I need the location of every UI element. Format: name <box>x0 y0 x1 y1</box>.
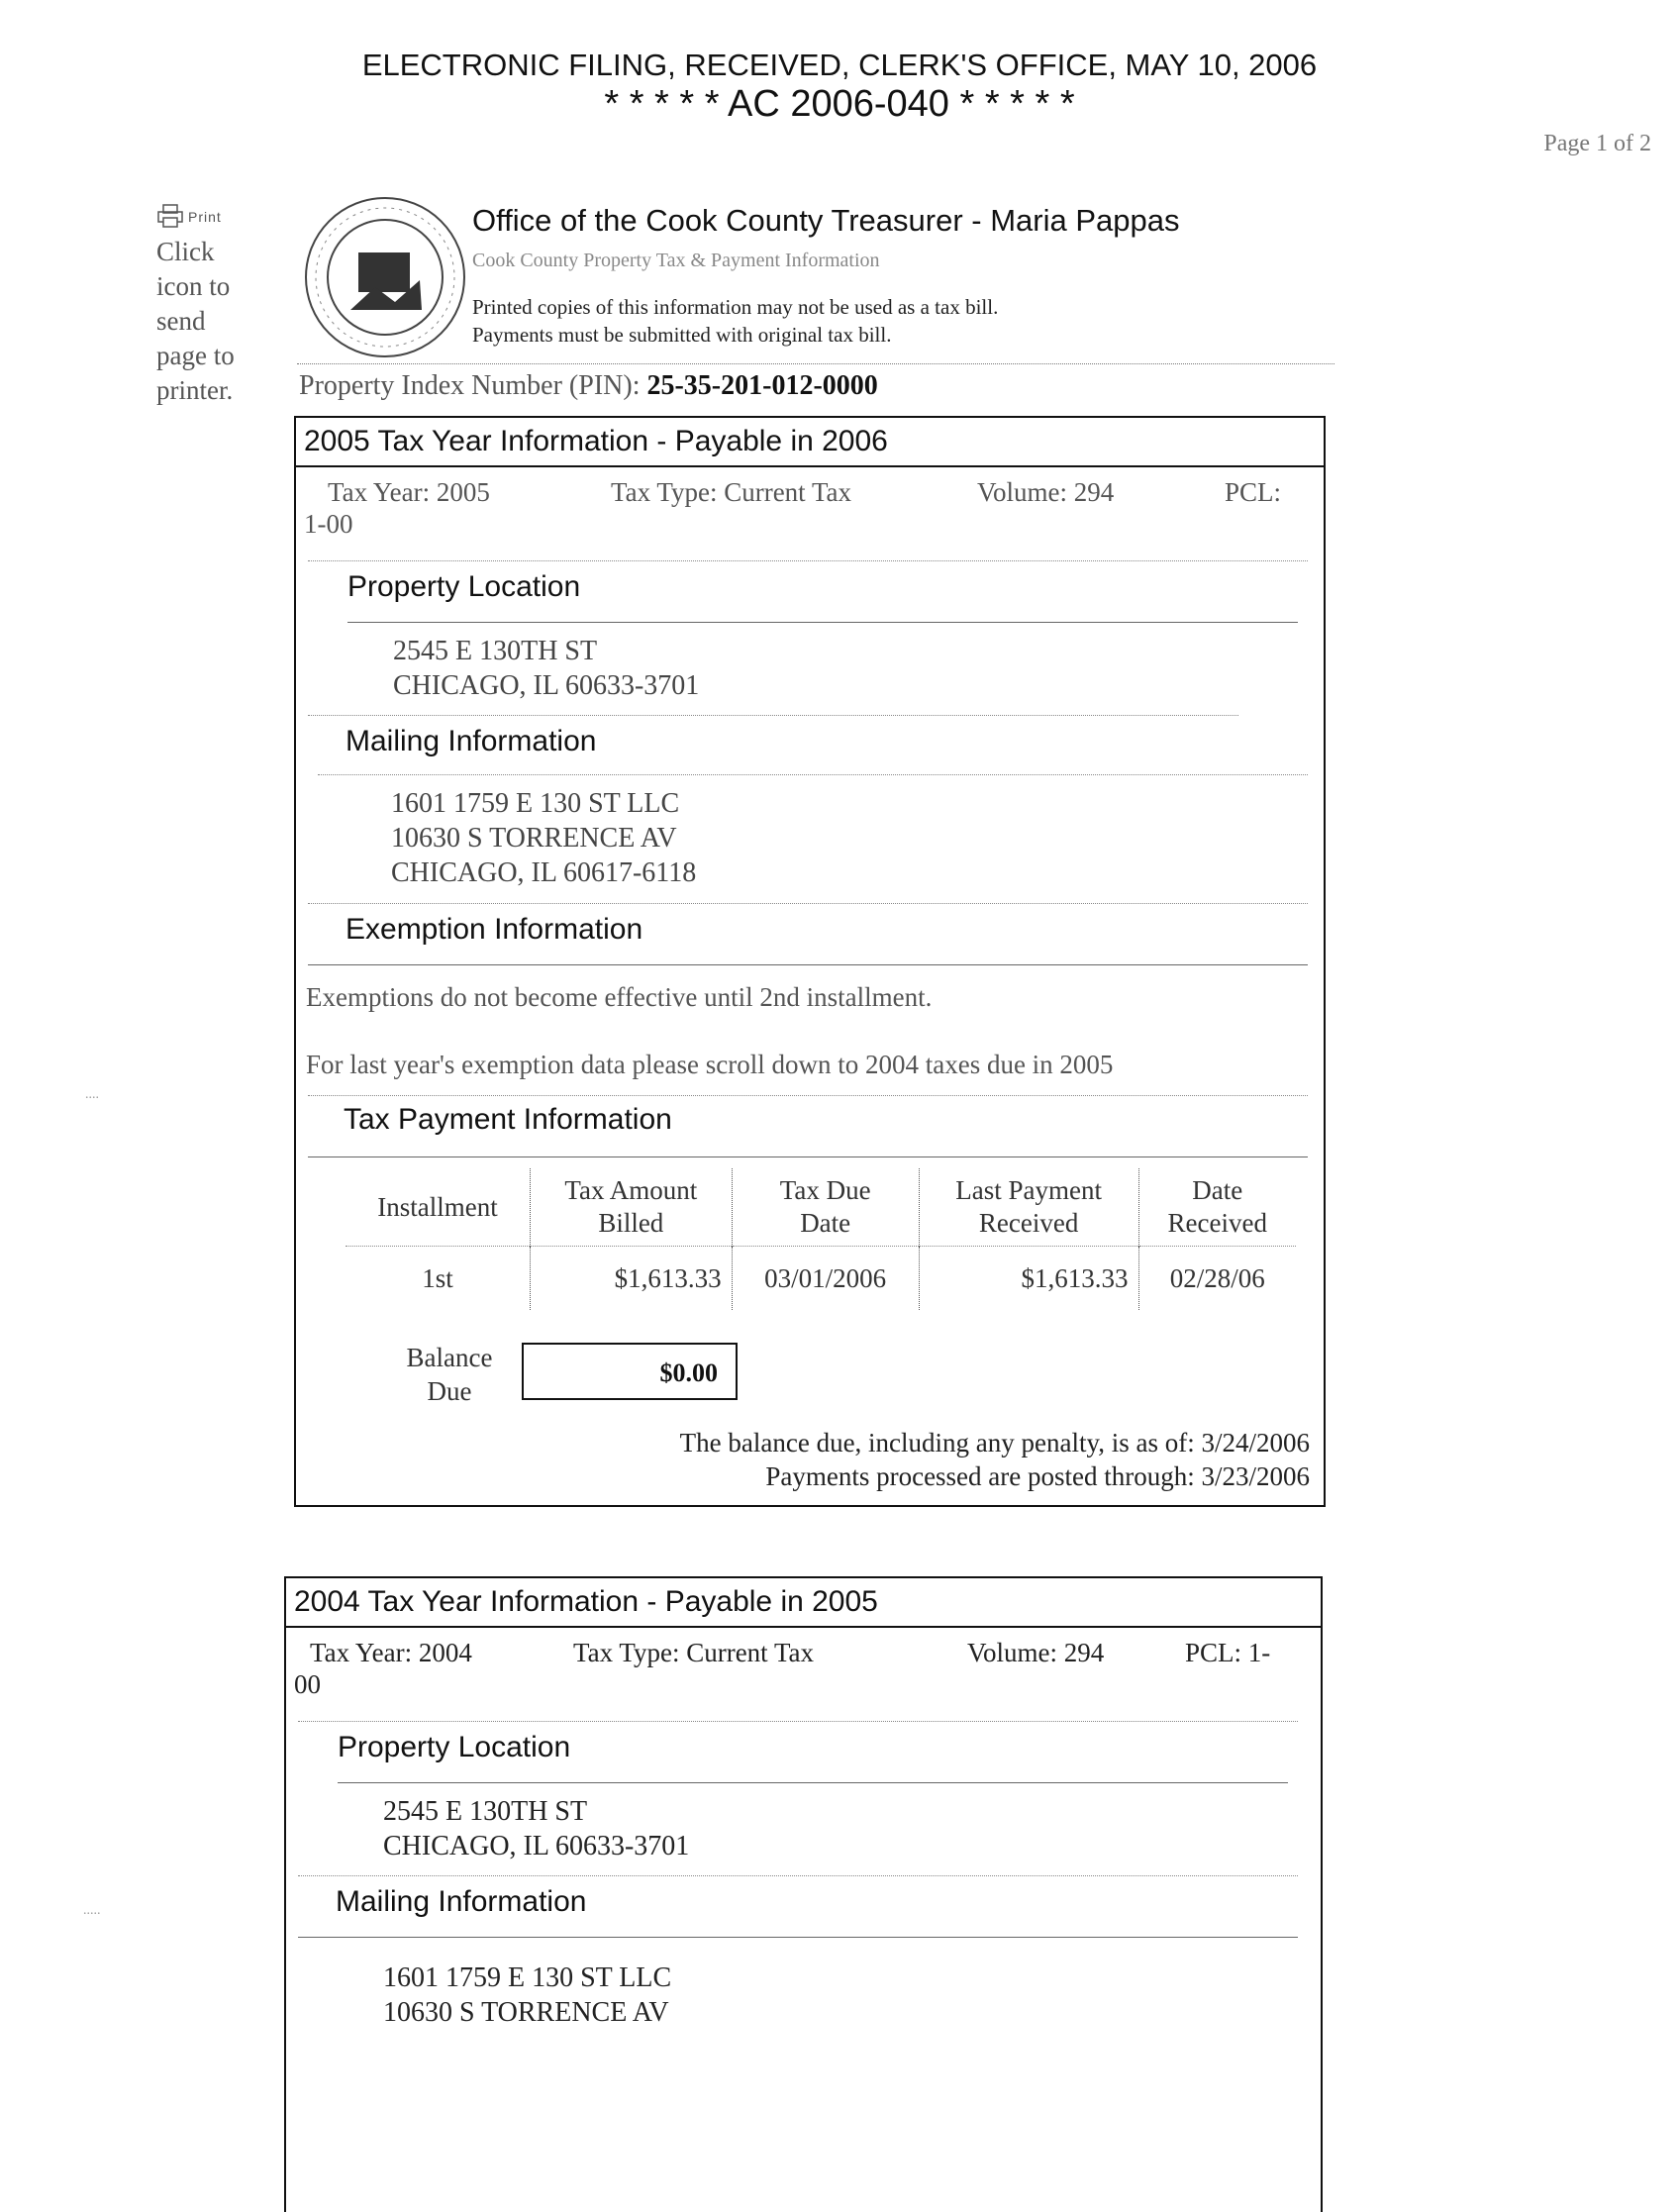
table-row <box>346 1247 1296 1311</box>
exemption-information-heading: Exemption Information <box>346 913 643 946</box>
office-note-line: Printed copies of this information may not be used as a tax bill. <box>472 295 999 319</box>
tax-payment-information-heading: Tax Payment Information <box>344 1103 672 1136</box>
volume-field: Volume: 294 <box>977 477 1115 507</box>
pcl-field: PCL: <box>1225 477 1282 507</box>
divider <box>308 1095 1308 1096</box>
divider <box>338 1782 1288 1783</box>
tax-year-2004-panel <box>284 1576 1323 2212</box>
tax-year-field: Tax Year: 2004 <box>310 1638 472 1667</box>
column-header-last-payment-received: Last Payment Received <box>919 1168 1138 1247</box>
print-icon-label[interactable]: Print <box>188 209 222 225</box>
office-note-line: Payments must be submitted with original tax bill. <box>472 323 892 347</box>
office-subtitle: Cook County Property Tax & Payment Information <box>472 250 880 271</box>
cook-county-seal <box>301 193 469 361</box>
print-panel <box>156 196 265 408</box>
property-location-heading: Property Location <box>347 570 581 603</box>
margin-mark: .... <box>85 1087 99 1102</box>
balance-due-value: $0.00 <box>522 1343 738 1400</box>
column-header-installment: Installment <box>346 1168 531 1247</box>
tax-year-field: Tax Year: 2005 <box>328 477 490 507</box>
mailing-information-heading: Mailing Information <box>346 725 597 757</box>
cell-installment: 1st <box>346 1247 531 1311</box>
pcl-value: 1-00 <box>304 509 353 539</box>
tax-payment-table <box>346 1168 1296 1310</box>
balance-as-of: The balance due, including any penalty, is as of: 3/24/2006 Payments processed are posted through: 3/23/2006 <box>679 1428 1310 1491</box>
print-hint-line: page to <box>156 341 235 370</box>
office-note <box>472 293 998 349</box>
mailing-information-heading: Mailing Information <box>336 1885 587 1918</box>
cell-date-received: 02/28/06 <box>1169 1262 1265 1293</box>
tax-year-2005-panel <box>294 416 1326 1507</box>
exemption-note: Exemptions do not become effective until 2nd installment. <box>306 982 933 1012</box>
balance-due-label: Balance Due <box>406 1343 493 1406</box>
pin-label: Property Index Number (PIN): <box>299 370 641 401</box>
tax-type-field: Tax Type: Current Tax <box>611 477 852 507</box>
divider <box>298 1937 1298 1938</box>
pin-value: 25-35-201-012-0000 <box>646 370 878 401</box>
divider <box>308 964 1308 965</box>
table-header-row <box>346 1168 1296 1247</box>
tax-year-2005-title: 2005 Tax Year Information - Payable in 2006 <box>296 418 1324 467</box>
tax-year-2004-title: 2004 Tax Year Information - Payable in 2005 <box>286 1578 1321 1628</box>
print-button[interactable] <box>156 196 265 235</box>
printer-icon[interactable] <box>156 204 184 228</box>
divider <box>308 715 1238 716</box>
margin-mark: ..... <box>83 1903 101 1918</box>
pcl-field: PCL: 1- <box>1185 1638 1271 1667</box>
pin-row <box>299 370 878 402</box>
pcl-value: 00 <box>294 1669 321 1699</box>
cell-last-payment-received: $1,613.33 <box>919 1247 1138 1311</box>
print-hint-line: send <box>156 306 206 336</box>
print-hint-line: printer. <box>156 375 234 405</box>
mailing-address: 1601 1759 E 130 ST LLC 10630 S TORRENCE AV CHICAGO, IL 60617-6118 <box>391 788 697 888</box>
print-hint-line: Click <box>156 237 215 266</box>
divider <box>298 1721 1298 1722</box>
divider <box>318 774 1308 775</box>
column-header-date-received: Date Received <box>1167 1175 1267 1238</box>
column-header-tax-amount-billed: Tax Amount Billed <box>531 1168 732 1247</box>
cell-tax-amount-billed: $1,613.33 <box>531 1247 732 1311</box>
divider <box>297 363 1334 364</box>
cell-tax-due-date: 03/01/2006 <box>732 1247 919 1311</box>
filing-header: ELECTRONIC FILING, RECEIVED, CLERK'S OFFICE, MAY 10, 2006 <box>361 48 1318 82</box>
exemption-scroll-note: For last year's exemption data please scroll down to 2004 taxes due in 2005 <box>306 1050 1114 1079</box>
property-address: 2545 E 130TH ST CHICAGO, IL 60633-3701 <box>393 636 700 701</box>
office-title: Office of the Cook County Treasurer - Maria Pappas <box>472 203 1180 238</box>
mailing-address: 1601 1759 E 130 ST LLC 10630 S TORRENCE AV <box>383 1962 672 2028</box>
property-location-heading: Property Location <box>338 1731 571 1763</box>
filing-id: * * * * * AC 2006-040 * * * * * <box>604 83 1075 125</box>
divider <box>308 560 1308 561</box>
divider <box>298 1875 1298 1876</box>
print-hint-line: icon to <box>156 271 231 301</box>
volume-field: Volume: 294 <box>967 1638 1105 1667</box>
divider <box>347 622 1298 623</box>
divider <box>308 903 1308 904</box>
tax-type-field: Tax Type: Current Tax <box>573 1638 815 1667</box>
divider <box>308 1156 1308 1157</box>
page-number: Page 1 of 2 <box>1543 131 1651 156</box>
property-address: 2545 E 130TH ST CHICAGO, IL 60633-3701 <box>383 1796 690 1861</box>
column-header-tax-due-date: Tax Due Date <box>732 1168 919 1247</box>
